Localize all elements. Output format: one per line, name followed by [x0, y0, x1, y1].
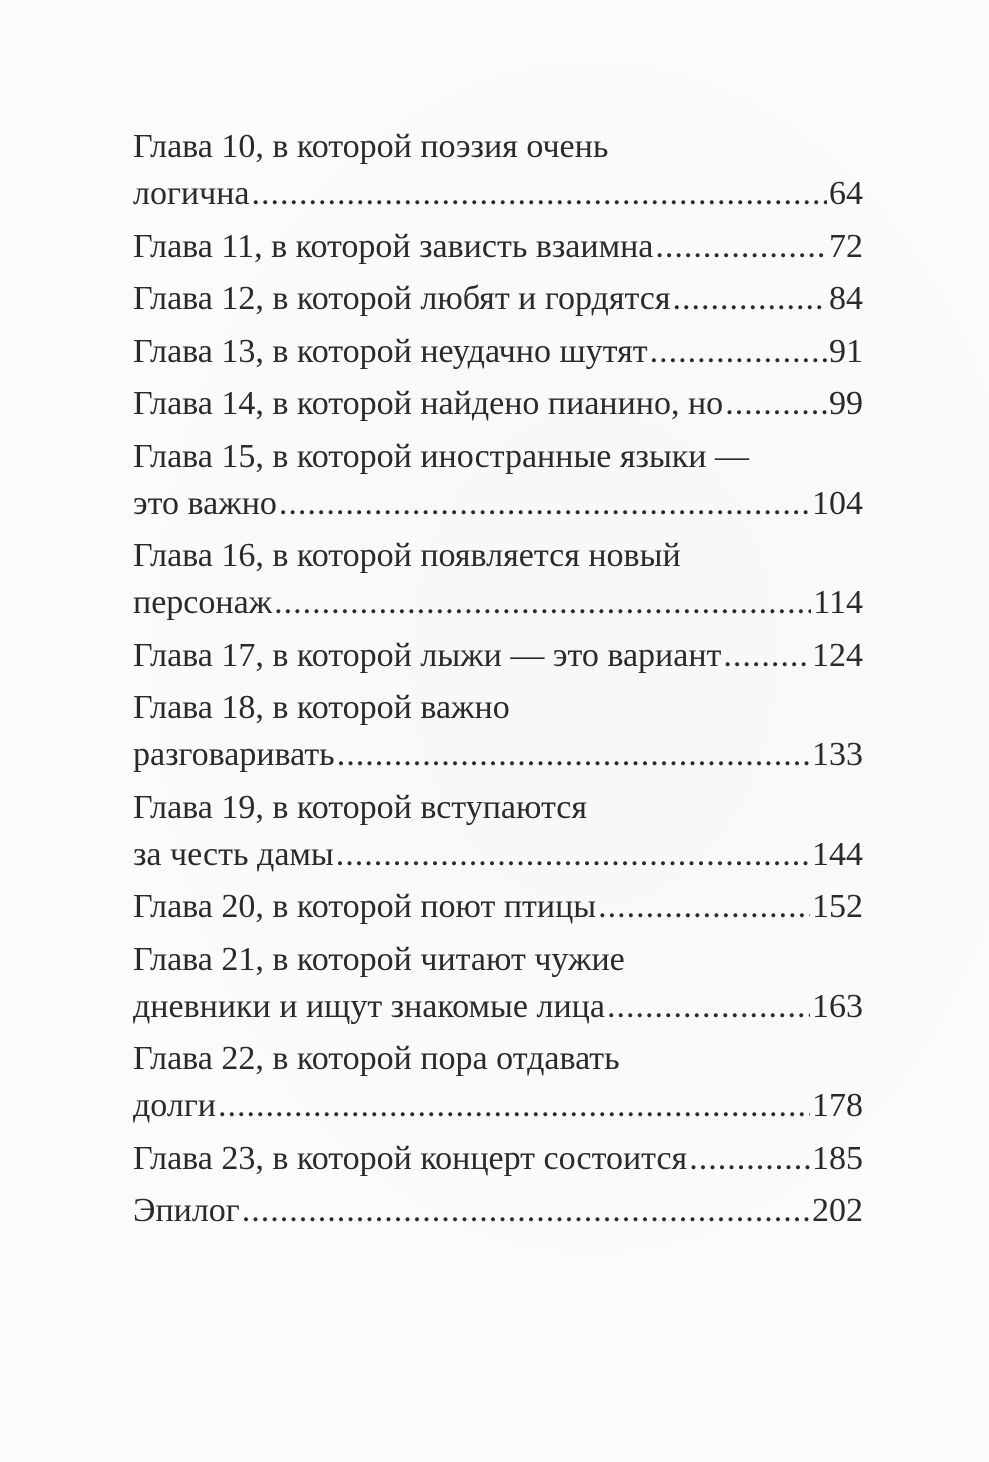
- toc-entry: [133, 1187, 863, 1234]
- toc-page-number: 152: [812, 888, 863, 925]
- toc-page-number: 84: [829, 280, 863, 317]
- toc-entry-title-line: [133, 123, 863, 170]
- toc-entry-title: Эпилог: [133, 1192, 240, 1229]
- toc-entry-title-line: [133, 1035, 863, 1082]
- toc-page-number: 133: [812, 736, 863, 773]
- toc-page-number: 64: [829, 175, 863, 212]
- toc-entry-title: Глава 18, в которой важно: [133, 689, 510, 726]
- toc-entry: [133, 380, 863, 427]
- toc-entry-title-continued: логична: [133, 175, 250, 212]
- leader-dots: [252, 170, 828, 217]
- toc-entry-title-continued: это важно: [133, 484, 277, 522]
- toc-entry-page-line: [133, 983, 863, 1030]
- toc-entry-page-line: [133, 831, 863, 878]
- leader-dots: [337, 731, 810, 778]
- toc-entry: [133, 684, 863, 778]
- toc-entry-page-line: [133, 328, 863, 375]
- toc-entry-title-continued: за честь дамы: [133, 835, 334, 873]
- toc-entry-title: Глава 15, в которой иностранные языки —: [133, 437, 750, 475]
- toc-entry-title-line: [133, 532, 863, 579]
- toc-entry-title: Глава 23, в которой концерт состоится: [133, 1139, 688, 1177]
- toc-entry-title: Глава 22, в которой пора отдавать: [133, 1040, 620, 1077]
- toc-entry-title-continued: разговаривать: [133, 736, 335, 773]
- toc-entry-page-line: [133, 480, 863, 527]
- toc-entry-page-line: [133, 1135, 863, 1182]
- leader-dots: [655, 223, 827, 270]
- toc-page-number: 91: [829, 332, 863, 370]
- toc-entry-title: Глава 20, в которой поют птицы: [133, 888, 597, 925]
- leader-dots: [279, 480, 810, 527]
- toc-entry-title: Глава 11, в которой зависть взаимна: [133, 227, 654, 265]
- leader-dots: [725, 380, 827, 427]
- toc-page-number: 163: [812, 987, 863, 1025]
- toc-entry: [133, 275, 863, 322]
- toc-entry-title: Глава 12, в которой любят и гордятся: [133, 280, 671, 317]
- toc-entry-title: Глава 21, в которой читают чужие: [133, 940, 625, 978]
- toc-entry: [133, 123, 863, 217]
- toc-entry-page-line: [133, 1187, 863, 1234]
- toc-entry: [133, 328, 863, 375]
- toc-entry: [133, 532, 863, 626]
- toc-entry-title-line: [133, 684, 863, 731]
- toc-entry-title-line: [133, 433, 863, 480]
- toc-entry: [133, 784, 863, 878]
- toc-entry-page-line: [133, 380, 863, 427]
- toc-entry-page-line: [133, 275, 863, 322]
- leader-dots: [274, 579, 811, 626]
- toc-entry-page-line: [133, 1082, 863, 1129]
- leader-dots: [336, 831, 810, 878]
- toc-page-number: 99: [829, 385, 863, 422]
- leader-dots: [598, 883, 810, 930]
- toc-entry-page-line: [133, 170, 863, 217]
- toc-entry-title: Глава 13, в которой неудачно шутят: [133, 332, 648, 370]
- leader-dots: [242, 1187, 810, 1234]
- toc-entry-title-line: [133, 784, 863, 831]
- toc-entry-title: Глава 16, в которой появляется новый: [133, 537, 681, 574]
- toc-entry: [133, 1035, 863, 1129]
- toc-entry: [133, 883, 863, 930]
- toc-entry-page-line: [133, 579, 863, 626]
- toc-entry-title: Глава 14, в которой найдено пианино, но: [133, 385, 724, 422]
- toc-entry-page-line: [133, 632, 863, 679]
- leader-dots: [650, 328, 827, 375]
- leader-dots: [607, 983, 810, 1030]
- toc-entry-title: Глава 19, в которой вступаются: [133, 788, 587, 826]
- leader-dots: [672, 275, 827, 322]
- toc-page-number: 104: [812, 484, 863, 522]
- leader-dots: [689, 1135, 810, 1182]
- toc-entry-title: Глава 10, в которой поэзия очень: [133, 128, 609, 165]
- table-of-contents: [133, 123, 863, 1240]
- toc-page-number: 178: [812, 1087, 863, 1124]
- toc-entry: [133, 1135, 863, 1182]
- toc-entry-title-line: [133, 936, 863, 983]
- toc-page-number: 124: [812, 636, 863, 674]
- toc-entry: [133, 632, 863, 679]
- toc-page-number: 185: [812, 1139, 863, 1177]
- toc-page-number: 202: [812, 1192, 863, 1229]
- toc-entry-title-continued: долги: [133, 1087, 216, 1124]
- toc-entry-title: Глава 17, в которой лыжи — это вариант: [133, 636, 722, 674]
- toc-page-number: 114: [813, 584, 863, 621]
- toc-entry-page-line: [133, 223, 863, 270]
- toc-page-number: 144: [812, 835, 863, 873]
- toc-entry-page-line: [133, 883, 863, 930]
- toc-entry-title-continued: персонаж: [133, 584, 273, 621]
- toc-entry: [133, 223, 863, 270]
- toc-entry: [133, 936, 863, 1030]
- toc-entry: [133, 433, 863, 527]
- toc-entry-title-continued: дневники и ищут знакомые лица: [133, 987, 605, 1025]
- leader-dots: [218, 1082, 810, 1129]
- leader-dots: [723, 632, 810, 679]
- toc-entry-page-line: [133, 731, 863, 778]
- toc-page-number: 72: [829, 227, 863, 265]
